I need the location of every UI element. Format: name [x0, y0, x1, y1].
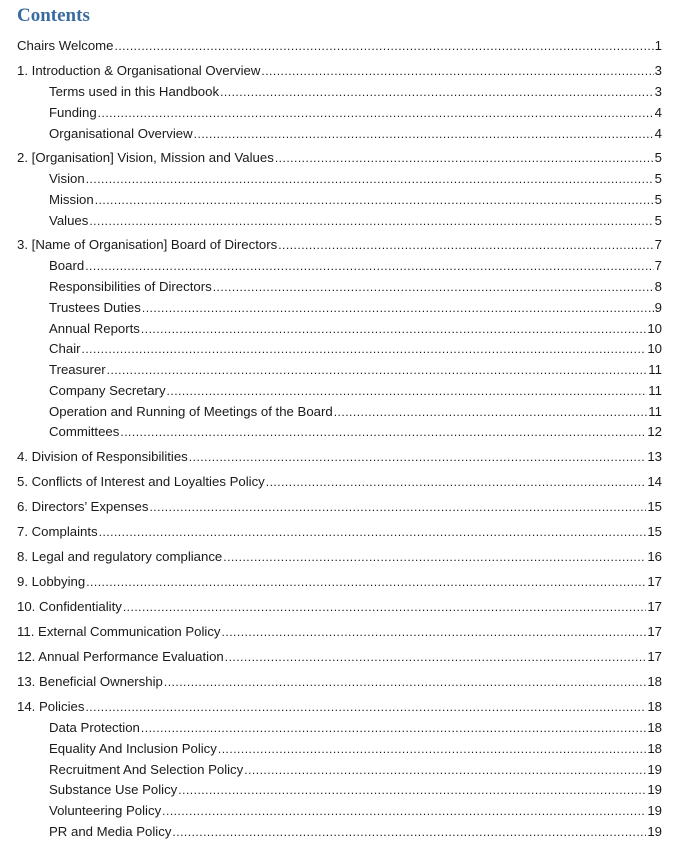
toc-dot-leader [141, 721, 646, 735]
toc-entry[interactable] [17, 597, 662, 615]
toc-entry-page-number: 19 [647, 762, 662, 777]
toc-entry[interactable] [17, 148, 662, 166]
toc-entry[interactable] [17, 672, 662, 690]
toc-entry-label: Values [49, 213, 89, 228]
toc-entry-page-number: 5 [654, 213, 662, 228]
toc-entry-label: Recruitment And Selection Policy [49, 762, 244, 777]
toc-entry-page-number: 19 [647, 803, 662, 818]
toc-entry-label: Responsibilities of Directors [49, 279, 212, 294]
toc-title: Contents [17, 5, 90, 26]
toc-entry-page-number: 10 [647, 341, 662, 356]
toc-entry-page-number: 3 [654, 63, 662, 78]
toc-entry-page-number: 12 [647, 424, 662, 439]
toc-entry-label: Funding [49, 105, 97, 120]
toc-entry[interactable] [17, 647, 662, 665]
toc-entry[interactable] [49, 124, 662, 142]
toc-entry-label: 3. [Name of Organisation] Board of Directors [17, 237, 278, 252]
toc-entry-page-number: 10 [647, 321, 662, 336]
toc-entry[interactable] [49, 211, 662, 229]
toc-entry-page-number: 1 [654, 38, 662, 53]
toc-entry-label: Committees [49, 424, 120, 439]
toc-entry-label: Equality And Inclusion Policy [49, 741, 217, 756]
toc-dot-leader [334, 405, 648, 419]
toc-entry-page-number: 9 [654, 300, 662, 315]
toc-dot-leader [266, 475, 647, 489]
toc-entry-label: Volunteering Policy [49, 803, 162, 818]
toc-entry-label: Terms used in this Handbook [49, 84, 220, 99]
toc-dot-leader [225, 650, 647, 664]
toc-entry[interactable] [49, 760, 662, 778]
toc-entry-page-number: 11 [648, 362, 662, 377]
toc-entry-page-number: 13 [647, 449, 662, 464]
toc-entry-page-number: 15 [647, 524, 662, 539]
toc-dot-leader [213, 280, 654, 294]
toc-dot-leader [220, 85, 654, 99]
toc-entry[interactable] [49, 801, 662, 819]
toc-dot-leader [172, 825, 646, 839]
toc-entry[interactable] [49, 277, 662, 295]
toc-entry[interactable] [49, 298, 662, 316]
toc-dot-leader [275, 151, 654, 165]
toc-entry-page-number: 17 [647, 624, 662, 639]
toc-entry-page-number: 8 [654, 279, 662, 294]
toc-entry-label: 12. Annual Performance Evaluation [17, 649, 224, 664]
toc-entry-label: 2. [Organisation] Vision, Mission and Values [17, 150, 274, 165]
toc-entry[interactable] [49, 822, 662, 840]
toc-entry[interactable] [17, 697, 662, 715]
toc-dot-leader [162, 804, 646, 818]
toc-entry-label: 5. Conflicts of Interest and Loyalties Policy [17, 474, 265, 489]
toc-entry-label: 9. Lobbying [17, 574, 86, 589]
toc-entry[interactable] [17, 61, 662, 79]
toc-dot-leader [85, 259, 653, 273]
toc-entry[interactable] [17, 235, 662, 253]
toc-entry[interactable] [49, 780, 662, 798]
toc-entry[interactable] [49, 339, 662, 357]
toc-dot-leader [167, 384, 648, 398]
toc-entry[interactable] [49, 402, 662, 420]
toc-dot-leader [120, 425, 646, 439]
toc-dot-leader [194, 127, 654, 141]
toc-entry-label: 1. Introduction & Organisational Overview [17, 63, 261, 78]
toc-entry[interactable] [49, 82, 662, 100]
toc-entry[interactable] [17, 497, 662, 515]
toc-entry-page-number: 16 [647, 549, 662, 564]
toc-entry-page-number: 15 [647, 499, 662, 514]
toc-entry-label: Substance Use Policy [49, 782, 178, 797]
toc-entry-label: 14. Policies [17, 699, 85, 714]
toc-dot-leader [218, 742, 646, 756]
toc-dot-leader [86, 172, 654, 186]
toc-entry-label: 11. External Communication Policy [17, 624, 221, 639]
toc-entry-label: Organisational Overview [49, 126, 193, 141]
toc-entry[interactable] [49, 739, 662, 757]
toc-entry-page-number: 7 [654, 258, 662, 273]
toc-dot-leader [99, 525, 647, 539]
toc-entry-page-number: 14 [647, 474, 662, 489]
toc-entry[interactable] [49, 381, 662, 399]
toc-entry-label: 6. Directors’ Expenses [17, 499, 149, 514]
toc-entry-label: 4. Division of Responsibilities [17, 449, 188, 464]
toc-dot-leader [107, 363, 648, 377]
toc-entry[interactable] [17, 472, 662, 490]
toc-entry-page-number: 5 [654, 171, 662, 186]
toc-entry-label: Chair [49, 341, 81, 356]
toc-dot-leader [178, 783, 646, 797]
toc-entry-label: Company Secretary [49, 383, 166, 398]
toc-entry[interactable] [49, 422, 662, 440]
toc-dot-leader [95, 193, 654, 207]
toc-dot-leader [82, 342, 647, 356]
toc-entry-page-number: 19 [647, 782, 662, 797]
toc-entry-page-number: 18 [647, 674, 662, 689]
toc-entry-label: Operation and Running of Meetings of the Board [49, 404, 333, 419]
toc-dot-leader [85, 700, 646, 714]
toc-dot-leader [141, 322, 646, 336]
toc-dot-leader [278, 238, 653, 252]
toc-entry-page-number: 18 [647, 741, 662, 756]
toc-entry-page-number: 7 [654, 237, 662, 252]
toc-entry-label: Treasurer [49, 362, 106, 377]
toc-entry[interactable] [17, 622, 662, 640]
toc-dot-leader [89, 214, 653, 228]
toc-entry-page-number: 11 [648, 383, 662, 398]
toc-dot-leader [189, 450, 647, 464]
toc-dot-leader [142, 301, 654, 315]
toc-entry-page-number: 19 [647, 824, 662, 839]
toc-dot-leader [222, 625, 647, 639]
toc-entry-label: 10. Confidentiality [17, 599, 122, 614]
toc-entry-page-number: 4 [654, 126, 662, 141]
toc-dot-leader [223, 550, 646, 564]
toc-entry-page-number: 18 [647, 699, 662, 714]
toc-entry-page-number: 11 [648, 404, 662, 419]
toc-entry-label: Annual Reports [49, 321, 140, 336]
toc-entry-label: Board [49, 258, 85, 273]
toc-entry[interactable] [49, 319, 662, 337]
toc-dot-leader [123, 600, 646, 614]
toc-entry-page-number: 17 [647, 649, 662, 664]
toc-entry[interactable] [17, 447, 662, 465]
toc-entry-label: Chairs Welcome [17, 38, 114, 53]
toc-entry-page-number: 3 [654, 84, 662, 99]
toc-entry[interactable] [49, 190, 662, 208]
toc-entry[interactable] [49, 718, 662, 736]
toc-entry-page-number: 5 [654, 150, 662, 165]
toc-entry-label: Data Protection [49, 720, 140, 735]
toc-entry[interactable] [17, 572, 662, 590]
toc-entry-page-number: 17 [647, 599, 662, 614]
toc-entry-page-number: 18 [647, 720, 662, 735]
toc-entry[interactable] [49, 169, 662, 187]
toc-entry-label: Mission [49, 192, 94, 207]
toc-entry-label: 7. Complaints [17, 524, 98, 539]
toc-dot-leader [86, 575, 646, 589]
toc-dot-leader [98, 106, 654, 120]
toc-entry-label: Trustees Duties [49, 300, 141, 315]
toc-entry-page-number: 17 [647, 574, 662, 589]
toc-entry-label: PR and Media Policy [49, 824, 172, 839]
toc-entry-page-number: 5 [654, 192, 662, 207]
toc-dot-leader [115, 39, 654, 53]
toc-entry[interactable] [17, 547, 662, 565]
toc-entry[interactable] [49, 103, 662, 121]
toc-dot-leader [261, 64, 653, 78]
toc-entry[interactable] [17, 522, 662, 540]
toc-entry[interactable] [49, 256, 662, 274]
toc-dot-leader [244, 763, 646, 777]
toc-entry[interactable] [49, 360, 662, 378]
toc-entry[interactable] [17, 36, 662, 54]
toc-entry-label: Vision [49, 171, 85, 186]
toc-entry-label: 13. Beneficial Ownership [17, 674, 163, 689]
toc-dot-leader [149, 500, 646, 514]
toc-entry-page-number: 4 [654, 105, 662, 120]
toc-dot-leader [164, 675, 646, 689]
toc-entry-label: 8. Legal and regulatory compliance [17, 549, 223, 564]
